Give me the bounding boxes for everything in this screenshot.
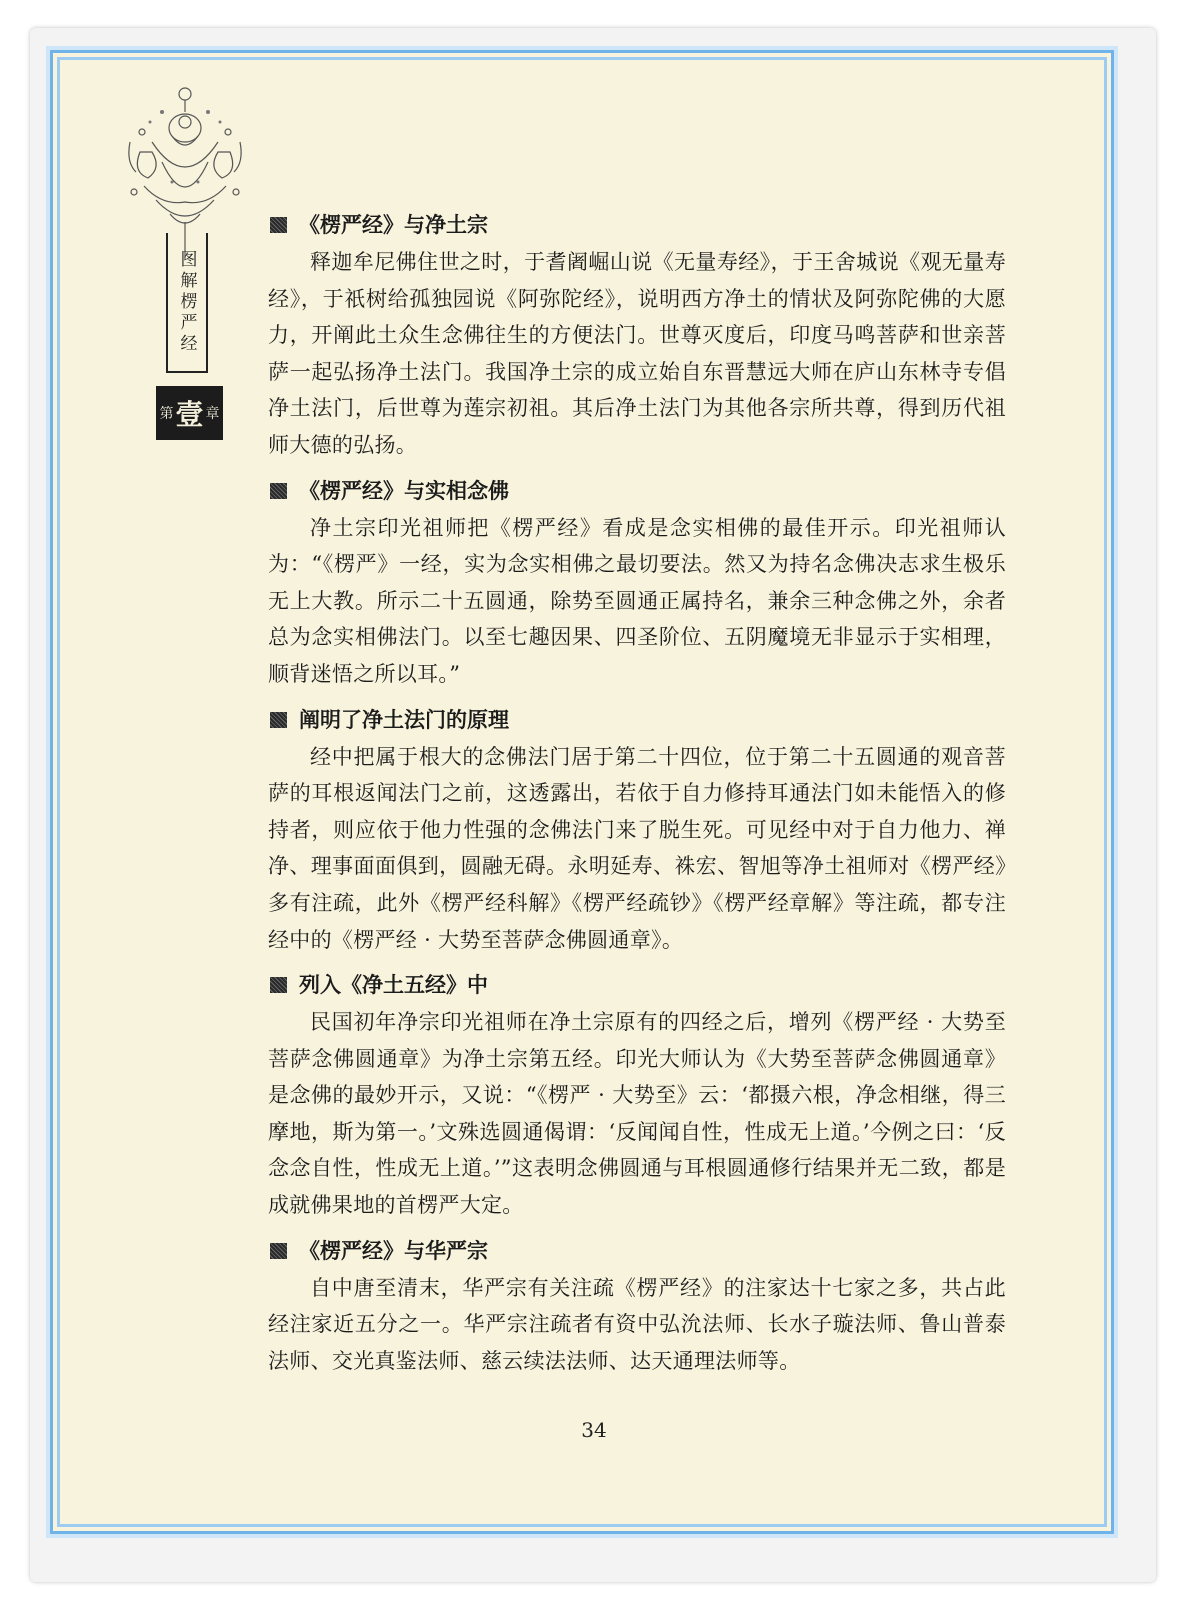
page-number: 34 (581, 1418, 607, 1442)
section-paragraph: 自中唐至清末，华严宗有关注疏《楞严经》的注家达十七家之多，共占此经注家近五分之一。华严宗注疏者有资中弘沇法师、长水子璇法师、鲁山普泰法师、交光真鉴法师、慈云续法法师、达天通理法师等。 (268, 1275, 1006, 1373)
section-principle (268, 701, 1006, 959)
section-heading: 《楞严经》与实相念佛 (268, 472, 1006, 510)
heading-marker-icon (270, 712, 287, 728)
section-heading: 阐明了净土法门的原理 (268, 701, 1006, 739)
section-heading: 《楞严经》与华严宗 (268, 1232, 1006, 1270)
section-huayan (268, 1232, 1006, 1380)
book-title: 图解楞严经 (176, 249, 197, 355)
section-true-form (268, 472, 1006, 693)
chapter-number: 壹 (175, 398, 204, 431)
section-pure-land (268, 206, 1006, 464)
book-title-box (166, 233, 208, 373)
chapter-badge (156, 386, 223, 440)
section-paragraph: 经中把属于根大的念佛法门居于第二十四位，位于第二十五圆通的观音菩萨的耳根返闻法门之前，这透露出，若依于自力修持耳通法门如未能悟入的修持者，则应依于他力性强的念佛法门来了脱生死。可见经中对于自力他力、禅净、理事面面俱到，圆融无碍。永明延寿、袾宏、智旭等净土祖师对《楞严经》多有注疏，此外《楞严经科解》《楞严经疏钞》《楞严经章解》等注疏，都专注经中的《楞严经 · 大势至菩萨念佛圆通章》。 (268, 744, 1006, 952)
section-paragraph: 净土宗印光祖师把《楞严经》看成是念实相佛的最佳开示。印光祖师认为：“《楞严》一经，实为念实相佛之最切要法。然又为持名念佛决志求生极乐无上大教。所示二十五圆通，除势至圆通正属持名，兼余三种念佛之外，余者总为念实相佛法门。以至七趣因果、四圣阶位、五阴魔境无非显示于实相理，顺背迷悟之所以耳。” (268, 515, 1006, 686)
main-content (268, 206, 1006, 1387)
section-heading: 《楞严经》与净土宗 (268, 206, 1006, 244)
heading-marker-icon (270, 1243, 287, 1259)
section-five-sutras (268, 966, 1006, 1224)
section-paragraph: 释迦牟尼佛住世之时，于耆阇崛山说《无量寿经》，于王舍城说《观无量寿经》，于祇树给孤独园说《阿弥陀经》，说明西方净土的情状及阿弥陀佛的大愿力，开阐此土众生念佛往生的方便法门。世尊灭度后，印度马鸣菩萨和世亲菩萨一起弘扬净土法门。我国净土宗的成立始自东晋慧远大师在庐山东林寺专倡净土法门，后世尊为莲宗初祖。其后净土法门为其他各宗所共尊，得到历代祖师大德的弘扬。 (268, 250, 1006, 457)
section-paragraph: 民国初年净宗印光祖师在净土宗原有的四经之后，增列《楞严经 · 大势至菩萨念佛圆通章》为净土宗第五经。印光大师认为《大势至菩萨念佛圆通章》是念佛的最妙开示，又说：“《楞严 · 大势至》云：‘都摄六根，净念相继，得三摩地，斯为第一。’文殊选圆通偈谓：‘反闻闻自性，性成无上道。’今例之曰：‘反念念自性，性成无上道。’”这表明念佛圆通与耳根圆通修行结果并无二致，都是成就佛果地的首楞严大定。 (268, 1010, 1006, 1218)
heading-marker-icon (270, 483, 287, 499)
section-heading: 列入《净土五经》中 (268, 966, 1006, 1004)
chapter-suffix: 章 (205, 406, 220, 422)
heading-marker-icon (270, 217, 287, 233)
chapter-prefix: 第 (159, 406, 174, 422)
heading-marker-icon (270, 977, 287, 993)
